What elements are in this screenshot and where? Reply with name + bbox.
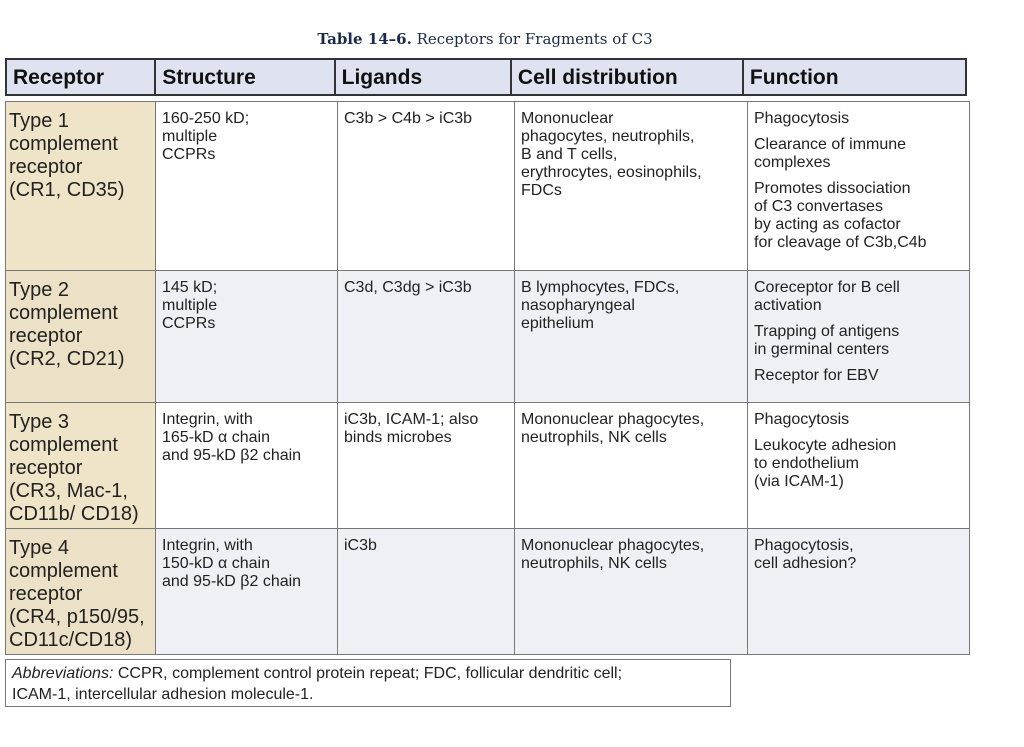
structure-cell-line: CCPRs [162, 315, 216, 332]
ligands-cell-line: C3b > C4b > iC3b [344, 110, 473, 127]
function-line: cell adhesion? [754, 555, 857, 572]
structure-cell-line: Integrin, with [162, 537, 253, 554]
table-title [0, 30, 970, 48]
cell-distribution-cell-line: neutrophils, NK cells [521, 429, 667, 446]
function-cell [748, 102, 970, 271]
receptor-cell [6, 102, 156, 271]
function-line: Phagocytosis [754, 411, 850, 428]
receptor-cell-line: complement [9, 133, 118, 155]
structure-cell-line: and 95-kD β2 chain [162, 447, 302, 464]
function-line: for cleavage of C3b,C4b [754, 234, 927, 251]
receptor-cell-line: receptor [9, 457, 83, 479]
structure-cell [156, 403, 338, 529]
table-row [6, 529, 970, 655]
table-row [6, 271, 970, 403]
cell-distribution-cell [515, 102, 748, 271]
structure-cell-line: Integrin, with [162, 411, 253, 428]
ligands-cell [338, 102, 515, 271]
cell-distribution-cell-line: neutrophils, NK cells [521, 555, 667, 572]
receptor-cell-line: (CR1, CD35) [9, 179, 125, 201]
function-line: to endothelium [754, 455, 859, 472]
receptor-cell-line: complement [9, 560, 118, 582]
receptor-cell-line: Type 1 [9, 110, 70, 132]
function-item [754, 323, 963, 359]
receptor-cell [6, 403, 156, 529]
ligands-cell-line: iC3b [344, 537, 377, 554]
receptor-cell-line: (CR3, Mac-1, [9, 480, 128, 502]
receptor-cell-line: complement [9, 434, 118, 456]
function-line: by acting as cofactor [754, 216, 901, 233]
function-item [754, 136, 963, 172]
structure-cell-line: CCPRs [162, 146, 216, 163]
receptor-cell [6, 271, 156, 403]
structure-cell-line: 150-kD α chain [162, 555, 270, 572]
receptor-cell-line: Type 3 [9, 411, 70, 433]
function-line: Phagocytosis, [754, 537, 854, 554]
cell-distribution-cell [515, 403, 748, 529]
abbreviations-label: Abbreviations: [12, 665, 114, 682]
cell-distribution-cell-line: B and T cells, [521, 146, 618, 163]
cell-distribution-cell-line: erythrocytes, eosinophils, [521, 164, 702, 181]
cell-distribution-cell-line: Mononuclear [521, 110, 614, 127]
function-line: (via ICAM-1) [754, 473, 844, 490]
function-item [754, 180, 963, 252]
structure-cell-line: 145 kD; [162, 279, 218, 296]
column-header-function: Function [749, 66, 839, 89]
receptor-cell-line: Type 2 [9, 279, 70, 301]
function-line: in germinal centers [754, 341, 890, 358]
receptor-cell-line: (CR2, CD21) [9, 348, 125, 370]
receptor-cell-line: (CR4, p150/95, [9, 606, 145, 628]
function-line: complexes [754, 154, 831, 171]
function-line: Leukocyte adhesion [754, 437, 897, 454]
structure-cell-line: 160-250 kD; [162, 110, 250, 127]
ligands-cell [338, 271, 515, 403]
cell-distribution-cell-line: phagocytes, neutrophils, [521, 128, 695, 145]
function-line: Coreceptor for B cell [754, 279, 900, 296]
receptor-cell-line: receptor [9, 156, 83, 178]
abbreviations-note [5, 659, 731, 707]
structure-cell-line: 165-kD α chain [162, 429, 270, 446]
function-item [754, 279, 963, 315]
receptor-cell-line: receptor [9, 325, 83, 347]
cell-distribution-cell-line: B lymphocytes, FDCs, [521, 279, 680, 296]
table-number: Table 14–6. [317, 30, 412, 48]
ligands-cell [338, 529, 515, 655]
cell-distribution-cell-line: Mononuclear phagocytes, [521, 411, 705, 428]
receptor-cell [6, 529, 156, 655]
receptor-cell-line: complement [9, 302, 118, 324]
column-header-structure: Structure [156, 60, 335, 94]
structure-cell-line: and 95-kD β2 chain [162, 573, 302, 590]
receptor-table [5, 101, 970, 655]
function-line: of C3 convertases [754, 198, 883, 215]
function-item [754, 437, 963, 491]
abbreviations-line-2: ICAM-1, intercellular adhesion molecule-1. [12, 686, 314, 703]
table-caption: Receptors for Fragments of C3 [416, 30, 653, 48]
function-line: Receptor for EBV [754, 367, 879, 384]
cell-distribution-cell-line: Mononuclear phagocytes, [521, 537, 705, 554]
column-header-ligands: Ligands [336, 60, 512, 94]
function-line: Clearance of immune [754, 136, 907, 153]
structure-cell [156, 529, 338, 655]
ligands-cell-line: binds microbes [344, 429, 452, 446]
column-header-receptor: Receptor [7, 60, 156, 94]
function-item [754, 367, 963, 385]
function-line: activation [754, 297, 822, 314]
receptor-cell-line: CD11b/ CD18) [9, 503, 139, 525]
structure-cell-line: multiple [162, 128, 218, 145]
function-line: Phagocytosis [754, 110, 850, 127]
ligands-cell-line: C3d, C3dg > iC3b [344, 279, 472, 296]
receptor-cell-line: Type 4 [9, 537, 70, 559]
ligands-cell [338, 403, 515, 529]
cell-distribution-cell-line: epithelium [521, 315, 594, 332]
table-row [6, 102, 970, 271]
cell-distribution-cell-line: nasopharyngeal [521, 297, 635, 314]
function-cell [748, 271, 970, 403]
function-cell [748, 403, 970, 529]
function-item [754, 537, 963, 573]
ligands-cell-line: iC3b, ICAM-1; also [344, 411, 479, 428]
cell-distribution-cell-line: FDCs [521, 182, 562, 199]
function-line: Promotes dissociation [754, 180, 911, 197]
column-header-cell-distribution: Cell distribution [512, 60, 744, 94]
structure-cell-line: multiple [162, 297, 218, 314]
function-item [754, 110, 963, 128]
receptor-cell-line: CD11c/CD18) [9, 629, 132, 651]
function-cell [748, 529, 970, 655]
function-line: Trapping of antigens [754, 323, 900, 340]
cell-distribution-cell [515, 271, 748, 403]
structure-cell [156, 102, 338, 271]
table-header [5, 58, 967, 96]
cell-distribution-cell [515, 529, 748, 655]
table-row [6, 403, 970, 529]
receptor-cell-line: receptor [9, 583, 83, 605]
structure-cell [156, 271, 338, 403]
abbreviations-line-1: CCPR, complement control protein repeat; FDC, follicular dendritic cell; [117, 665, 623, 682]
function-item [754, 411, 963, 429]
